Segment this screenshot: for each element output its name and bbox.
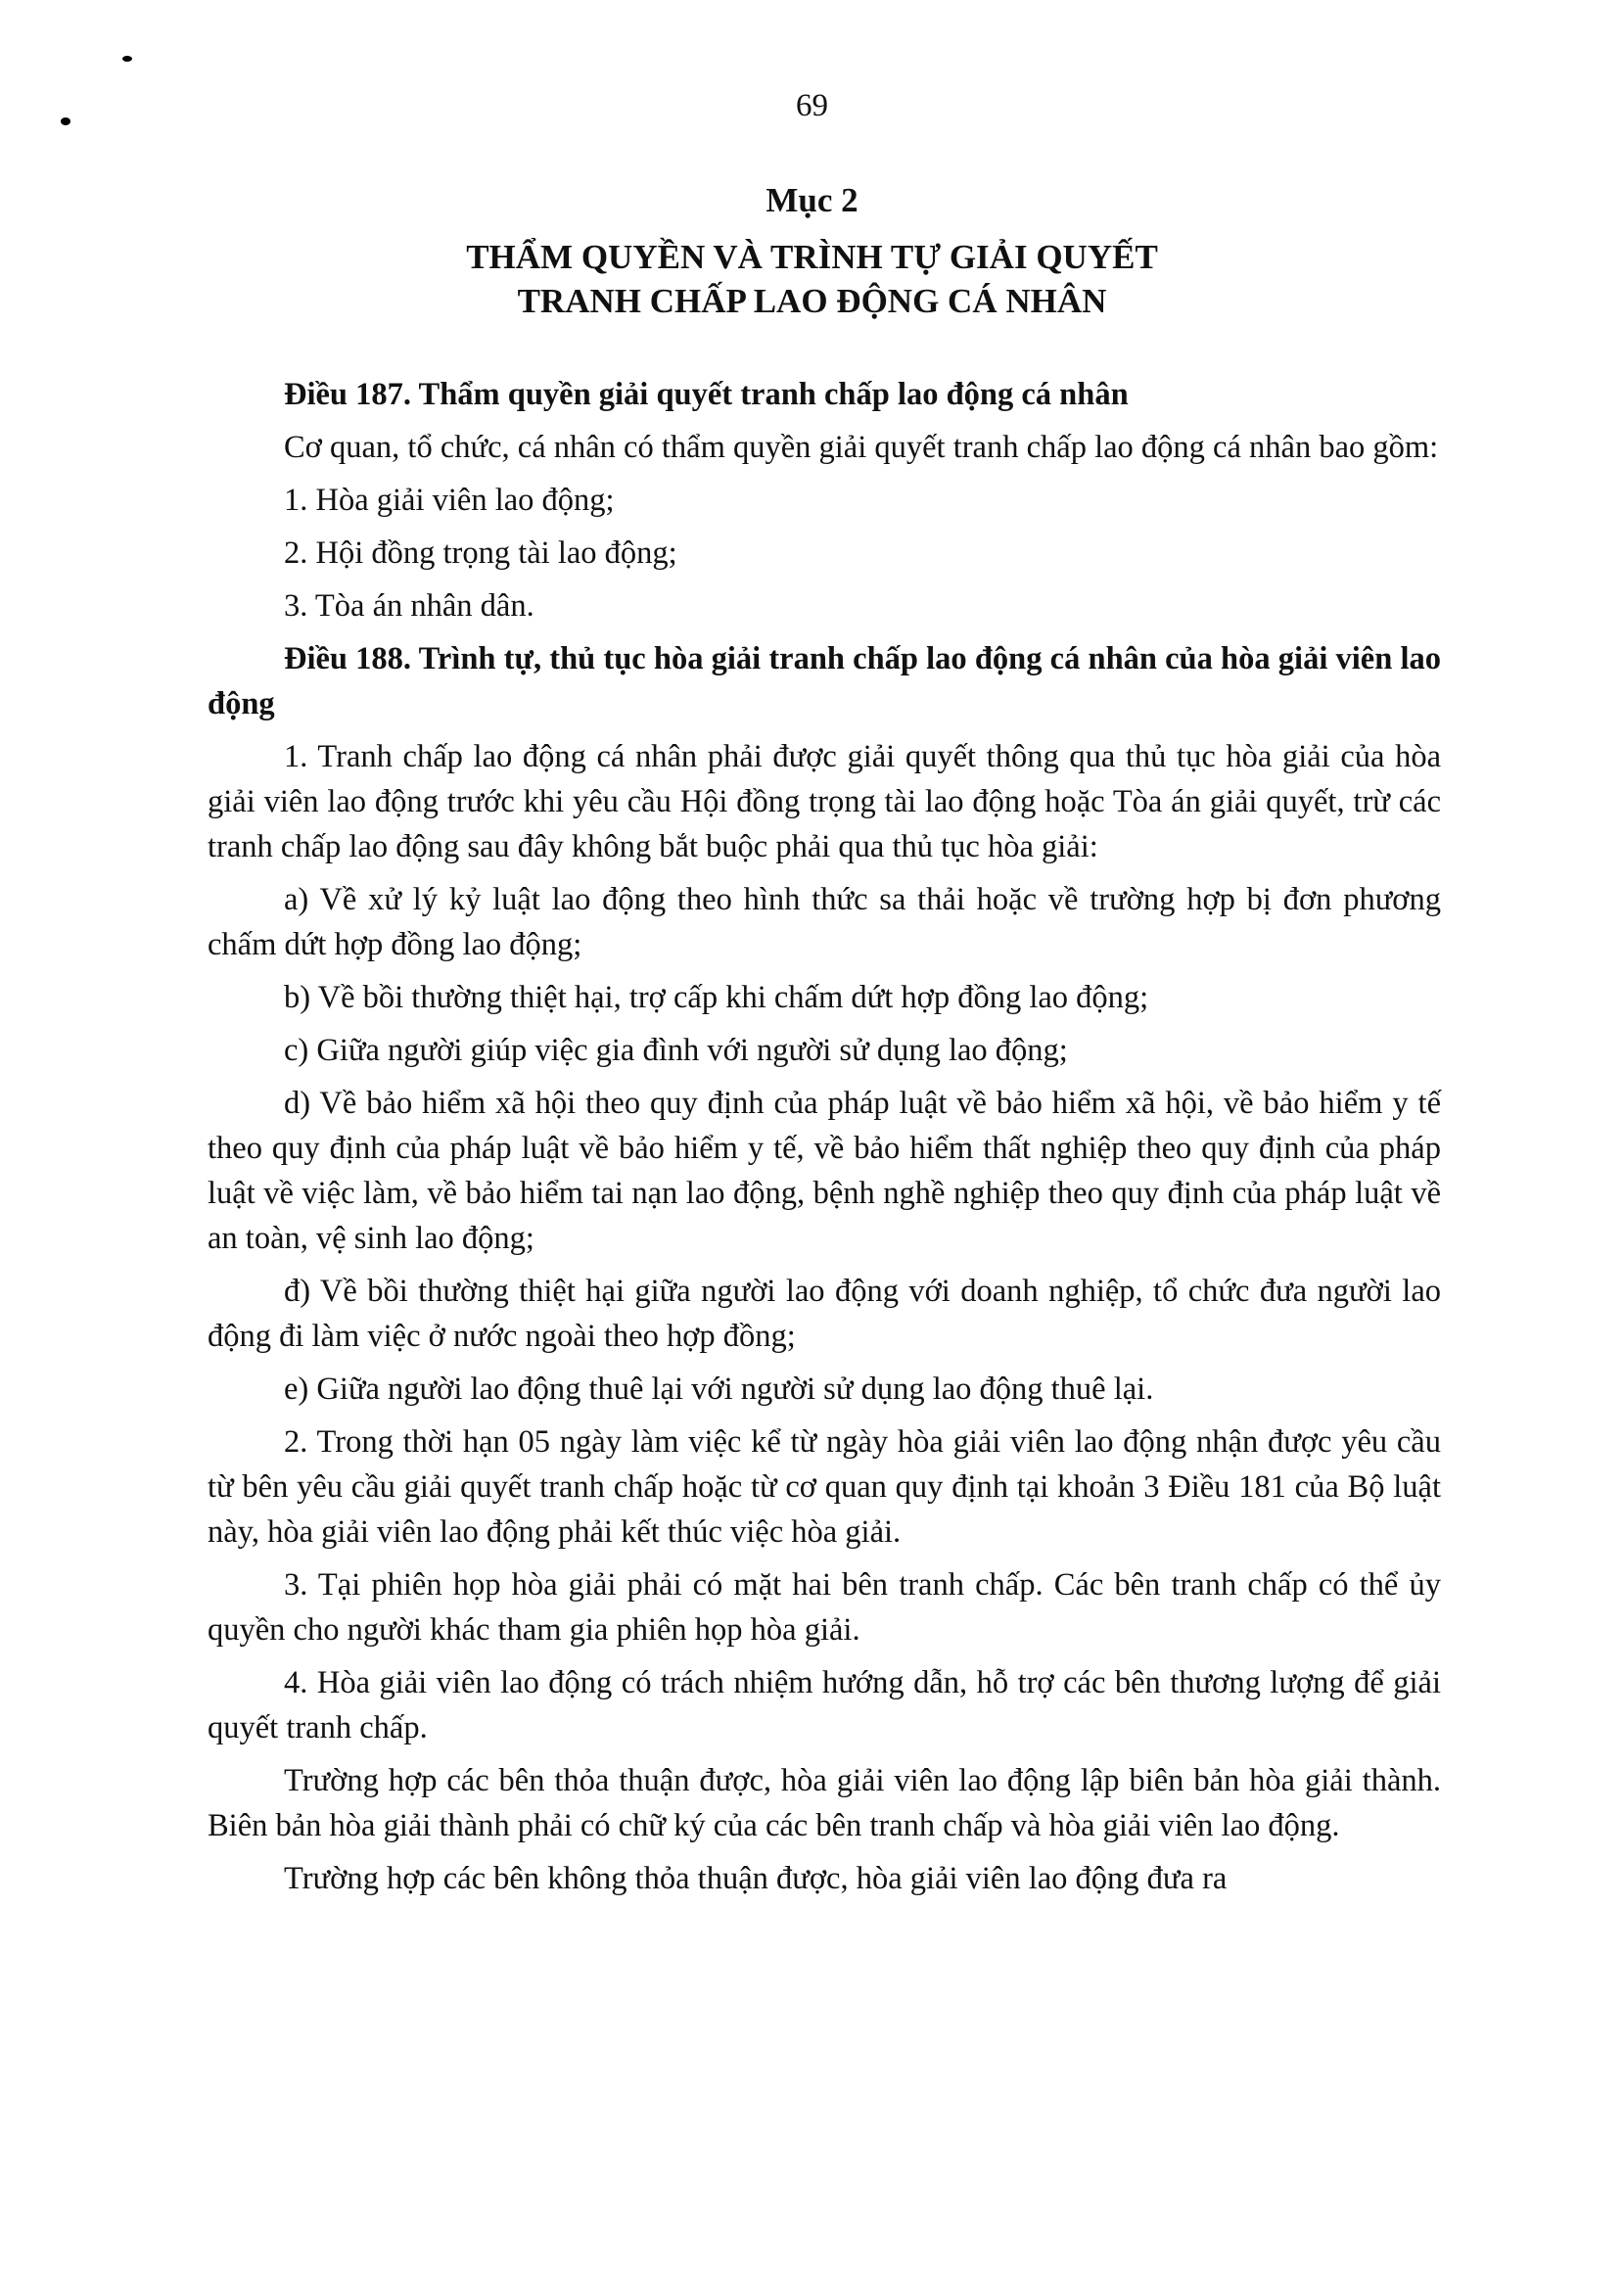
point-c: c) Giữa người giúp việc gia đình với người sử dụng lao động;: [284, 1033, 1068, 1068]
clause-4: 4. Hòa giải viên lao động có trách nhiệm hướng dẫn, hỗ trợ các bên thương lượng để giải quyết tranh chấp.: [208, 1665, 1441, 1745]
list-item: 2. Hội đồng trọng tài lao động;: [284, 535, 677, 571]
list-item: 1. Hòa giải viên lao động;: [284, 483, 615, 518]
point-a: a) Về xử lý kỷ luật lao động theo hình thức sa thải hoặc về trường hợp bị đơn phương chấm dứt hợp đồng lao động;: [208, 882, 1441, 962]
article-187-heading: Điều 187. Thẩm quyền giải quyết tranh chấp lao động cá nhân: [284, 377, 1129, 412]
paragraph-agreed: Trường hợp các bên thỏa thuận được, hòa giải viên lao động lập biên bản hòa giải thành. Biên bản hòa giải thành phải có chữ ký của các bên tranh chấp và hòa giải viên lao động.: [208, 1763, 1441, 1843]
clause-3: 3. Tại phiên họp hòa giải phải có mặt hai bên tranh chấp. Các bên tranh chấp có thể ủy quyền cho người khác tham gia phiên họp hòa giải.: [208, 1567, 1441, 1648]
point-e: e) Giữa người lao động thuê lại với người sử dụng lao động thuê lại.: [284, 1372, 1154, 1407]
document-body: [208, 372, 1441, 1909]
paragraph-not-agreed: Trường hợp các bên không thỏa thuận được, hòa giải viên lao động đưa ra: [284, 1861, 1228, 1896]
point-dd: đ) Về bồi thường thiệt hại giữa người lao động với doanh nghiệp, tổ chức đưa người lao động đi làm việc ở nước ngoài theo hợp đồng;: [208, 1274, 1441, 1354]
section-title: [0, 235, 1624, 323]
clause-2: 2. Trong thời hạn 05 ngày làm việc kể từ ngày hòa giải viên lao động nhận được yêu cầu từ bên yêu cầu giải quyết tranh chấp hoặc từ cơ quan quy định tại khoản 3 Điều 181 của Bộ luật này, hòa giải viên lao động phải kết thúc việc hòa giải.: [208, 1424, 1441, 1550]
article-188-heading: Điều 188. Trình tự, thủ tục hòa giải tranh chấp lao động cá nhân của hòa giải viên lao động: [208, 641, 1441, 721]
list-item: 3. Tòa án nhân dân.: [284, 588, 534, 624]
point-d: d) Về bảo hiểm xã hội theo quy định của pháp luật về bảo hiểm xã hội, về bảo hiểm y tế theo quy định của pháp luật về bảo hiểm y tế, về bảo hiểm thất nghiệp theo quy định của pháp luật về việc làm, về bảo hiểm tai nạn lao động, bệnh nghề nghiệp theo quy định của pháp luật về an toàn, vệ sinh lao động;: [208, 1086, 1441, 1256]
section-title-line: TRANH CHẤP LAO ĐỘNG CÁ NHÂN: [517, 282, 1107, 320]
article-187-intro: Cơ quan, tổ chức, cá nhân có thẩm quyền giải quyết tranh chấp lao động cá nhân bao gồm:: [284, 430, 1439, 465]
section-label: Mục 2: [766, 181, 858, 219]
clause-1: 1. Tranh chấp lao động cá nhân phải được giải quyết thông qua thủ tục hòa giải của hòa giải viên lao động trước khi yêu cầu Hội đồng trọng tài lao động hoặc Tòa án giải quyết, trừ các tranh chấp lao động sau đây không bắt buộc phải qua thủ tục hòa giải:: [208, 739, 1441, 864]
section-title-line: THẨM QUYỀN VÀ TRÌNH TỰ GIẢI QUYẾT: [466, 238, 1158, 276]
point-b: b) Về bồi thường thiệt hại, trợ cấp khi chấm dứt hợp đồng lao động;: [284, 980, 1149, 1015]
page-number: 69: [796, 88, 828, 123]
scan-speck: [122, 56, 132, 62]
